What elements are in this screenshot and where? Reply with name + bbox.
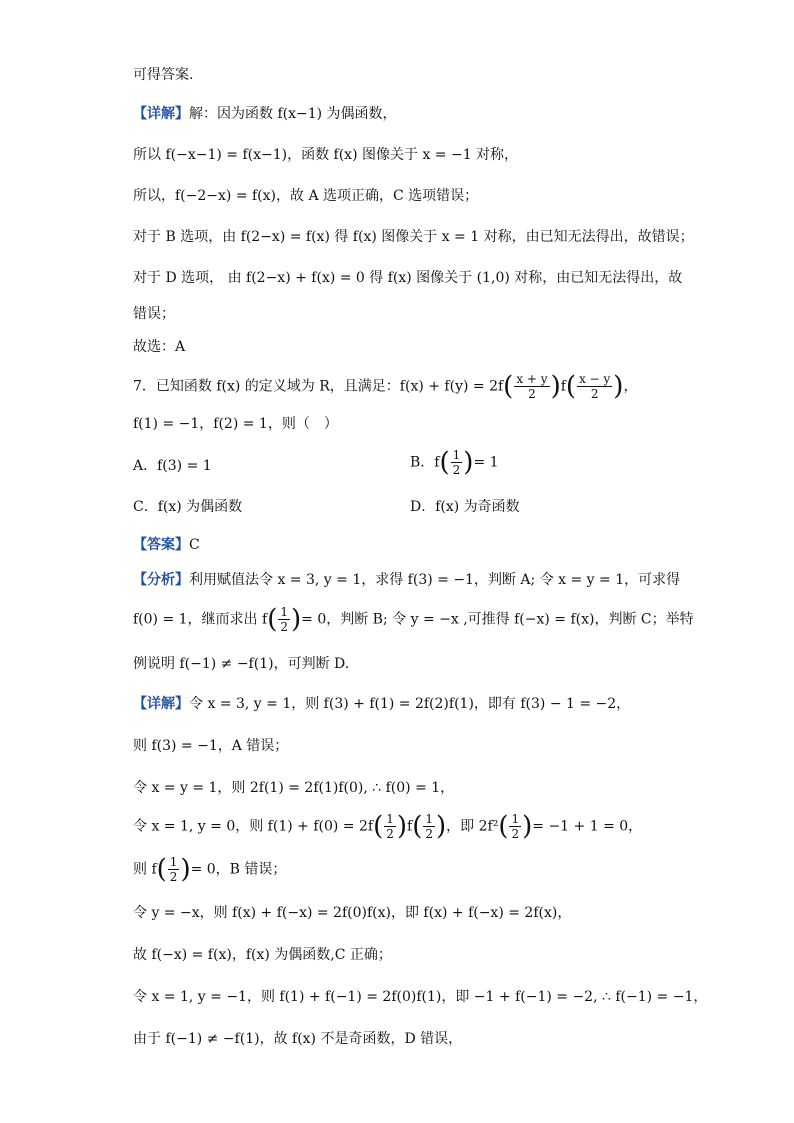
answer-line: 【答案】C	[133, 537, 200, 553]
text-line	[133, 104, 397, 124]
text-span: 解：因为函数 f(x−1) 为偶函数，	[189, 106, 397, 122]
fraction: $\frac{1}{2}$	[280, 605, 288, 634]
section-tag-detail: 【详解】	[133, 106, 189, 122]
text-line: 故选：A	[133, 339, 186, 355]
text-line: 则 f(3) = −1，A 错误；	[133, 738, 289, 754]
option-b: B．f( $\frac{1}{2}$ )= 1	[410, 447, 499, 478]
text-line: 所以，f(−2−x) = f(x)，故 A 选项正确，C 选项错误；	[133, 188, 479, 204]
option-a: A．f(3) = 1	[133, 458, 212, 474]
option-c: C．f(x) 为偶函数	[133, 499, 243, 515]
text-line: 令 y = −x，则 f(x) + f(−x) = 2f(0)f(x)，即 f(x) + f(−x) = 2f(x)，	[133, 905, 572, 921]
text-line: 令 x = 1, y = −1，则 f(1) + f(−1) = 2f(0)f(1)，即 −1 + f(−1) = −2, ∴ f(−1) = −1，	[133, 989, 708, 1005]
section-tag-analysis: 【分析】	[133, 572, 189, 588]
text-line: 由于 f(−1) ≠ −f(1)，故 f(x) 不是奇函数，D 错误，	[133, 1031, 463, 1047]
text-line: 则 f( $\frac{1}{2}$ )= 0，B 错误；	[133, 854, 287, 885]
fraction: $\frac{1}{2}$	[169, 855, 178, 884]
section-tag-detail: 【详解】	[133, 696, 189, 712]
text-line: 例说明 f(−1) ≠ −f(1)，可判断 D.	[133, 656, 350, 672]
section-tag-answer: 【答案】	[133, 537, 189, 553]
text-line: 对于 D 选项， 由 f(2−x) + f(x) = 0 得 f(x) 图像关于 (1,0) 对称，由已知无法得出，故	[133, 270, 683, 286]
fraction: $\frac{x - y}{2}$	[579, 372, 611, 401]
fraction: $\frac{1}{2}$	[425, 812, 433, 841]
text-span: f	[560, 378, 566, 395]
text-line: f(0) = 1，继而求出 f( $\frac{1}{2}$ )= 0，判断 B; 令 y = −x ,可推得 f(−x) = f(x)，判断 C；举特	[133, 604, 694, 635]
text-line: 令 x = y = 1，则 2f(1) = 2f(1)f(0), ∴ f(0) = 1，	[133, 780, 455, 796]
detail-line: 【详解】令 x = 3, y = 1，则 f(3) + f(1) = 2f(2)f(1)，即有 f(3) − 1 = −2，	[133, 696, 631, 712]
text-line: 故 f(−x) = f(x)，f(x) 为偶函数,C 正确；	[133, 947, 392, 963]
question-7-stem: 7．已知函数 f(x) 的定义域为 R，且满足：f(x) + f(y) = 2f( $\frac{x + y}{2}$ )f( $\frac{x - y}{2}$ )，	[133, 371, 638, 402]
text-line: 可得答案.	[133, 67, 194, 83]
text-line: 所以 f(−x−1) = f(x−1)，函数 f(x) 图像关于 x = −1 对称，	[133, 147, 519, 163]
fraction: $\frac{1}{2}$	[386, 812, 394, 841]
text-line: 对于 B 选项，由 f(2−x) = f(x) 得 f(x) 图像关于 x = 1 对称，由已知无法得出，故错误；	[133, 229, 694, 245]
analysis-line: 【分析】利用赋值法令 x = 3, y = 1，求得 f(3) = −1，判断 A; 令 x = y = 1，可求得	[133, 572, 681, 588]
option-d: D．f(x) 为奇函数	[410, 499, 520, 515]
fraction: $\frac{1}{2}$	[452, 448, 461, 477]
text-span: 7．已知函数 f(x) 的定义域为 R，且满足：f(x) + f(y) = 2f	[133, 378, 504, 395]
fraction: $\frac{1}{2}$	[511, 812, 520, 841]
text-line: f(1) = −1，f(2) = 1，则（ ）	[133, 416, 338, 432]
text-line: 令 x = 1, y = 0，则 f(1) + f(0) = 2f( $\frac{1}{2}$ )f( $\frac{1}{2}$ )，即 2f²( $\frac{1}{2}$ )= −1 + 1 = 0，	[133, 811, 643, 842]
text-line: 错误；	[133, 306, 175, 322]
fraction: $\frac{x + y}{2}$	[516, 372, 548, 401]
